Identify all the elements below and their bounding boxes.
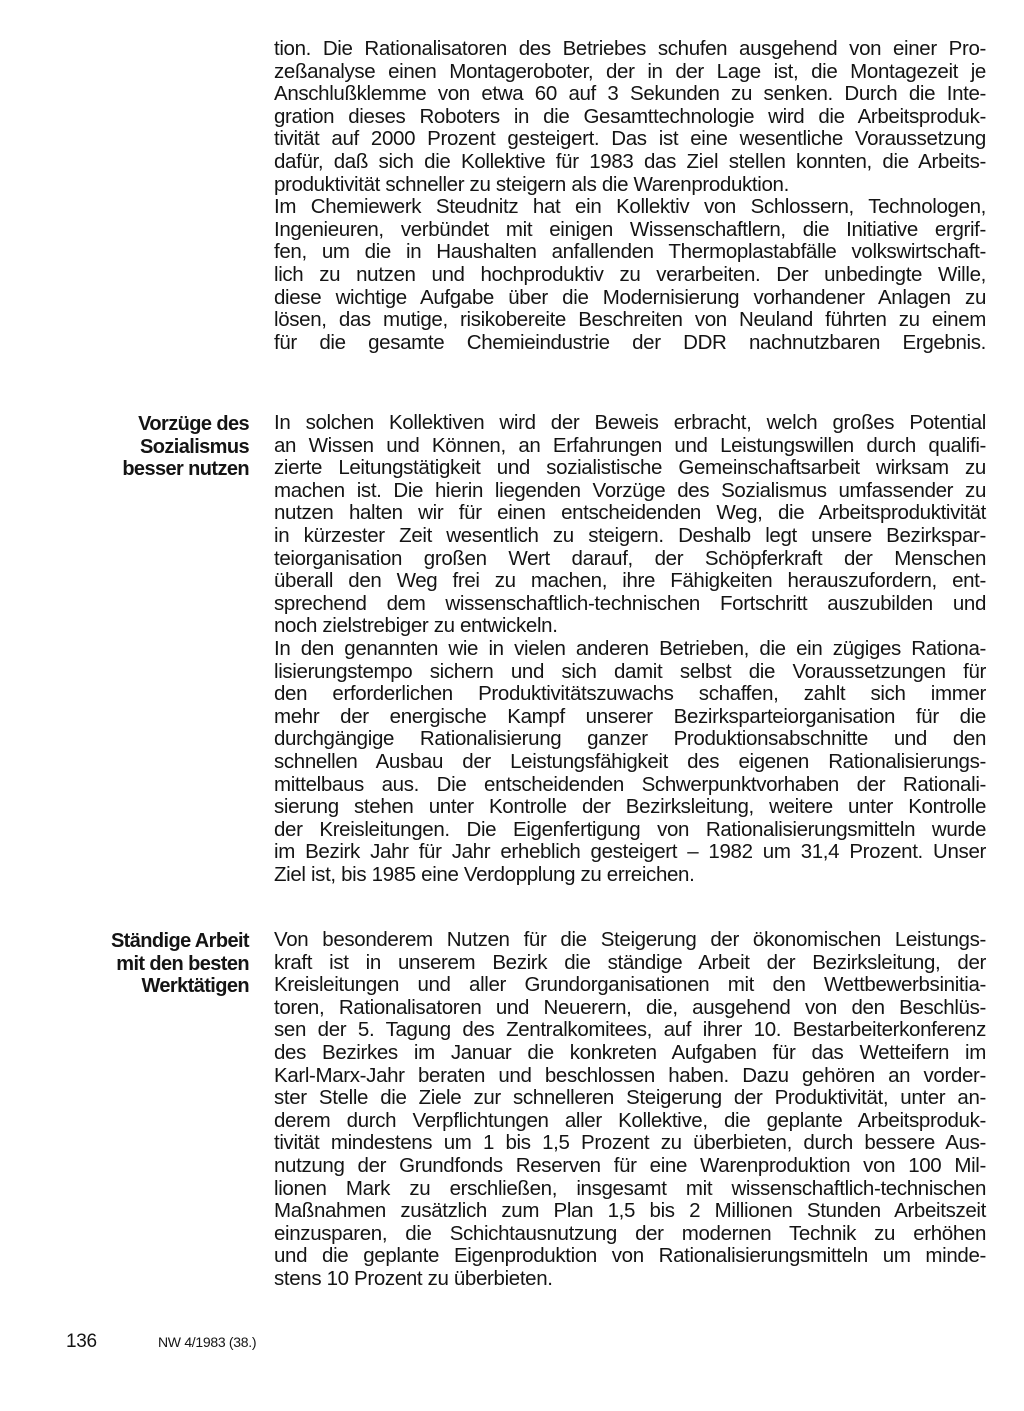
- text-line: dafür, daß sich die Kollektive für 1983 das Ziel stellen konnten, die Arbeits-: [274, 149, 986, 173]
- text-line: sprechend dem wissenschaftlich-technischen Fortschritt auszubilden und: [274, 591, 986, 615]
- text-line: diese wichtige Aufgabe über die Modernisierung vorhandener Anlagen zu: [274, 285, 986, 309]
- text-line: in kürzester Zeit wesentlich zu steigern. Deshalb legt unsere Bezirkspar-: [274, 523, 986, 547]
- text-line: Karl-Marx-Jahr beraten und beschlossen haben. Dazu gehören an vorder-: [274, 1063, 986, 1087]
- text-line: noch zielstrebiger zu entwickeln.: [274, 614, 558, 638]
- text-line: Von besonderem Nutzen für die Steigerung der ökonomischen Leistungs-: [274, 928, 986, 951]
- text-line: Anschlußklemme von etwa 60 auf 3 Sekunden zu senken. Durch die Inte-: [274, 82, 986, 106]
- text-line: sen der 5. Tagung des Zentralkomitees, auf ihrer 10. Bestarbeiterkonferenz: [274, 1018, 986, 1042]
- source-citation: NW 4/1983 (38.): [158, 1334, 257, 1350]
- text-line: schnellen Ausbau der Leistungsfähigkeit des eigenen Rationalisierungs-: [274, 749, 986, 773]
- margin-heading-line: Vorzüge des: [138, 413, 249, 435]
- text-line: produktivität schneller zu steigern als die Warenproduktion.: [274, 172, 789, 196]
- text-line: lionen Mark zu erschließen, insgesamt mit wissenschaftlich-technischen: [274, 1176, 986, 1200]
- margin-heading-line: Ständige Arbeit: [110, 930, 249, 952]
- margin-heading-line: Sozialismus: [140, 435, 249, 458]
- text-line: lisierungstempo sichern und sich damit selbst die Voraussetzungen für: [274, 659, 986, 683]
- text-line: tivität auf 2000 Prozent gesteigert. Das ist eine wesentliche Voraussetzung: [274, 127, 986, 151]
- text-line: zierte Leitungstätigkeit und sozialistische Gemeinschaftsarbeit wirksam zu: [274, 456, 986, 480]
- text-line: einzusparen, die Schichtausnutzung der modernen Technik zu erhöhen: [274, 1221, 986, 1245]
- margin-heading-line: Werktätigen: [141, 975, 249, 998]
- paragraph-block-1: [274, 38, 986, 354]
- text-line: teiorganisation großen Wert darauf, der Schöpferkraft der Menschen: [274, 546, 986, 570]
- text-line: machen ist. Die hierin liegenden Vorzüge des Sozialismus umfassender zu: [274, 478, 986, 502]
- text-line: der Kreisleitungen. Die Eigenfertigung von Rationalisierungsmitteln wurde: [274, 817, 986, 841]
- text-line: Maßnahmen zusätzlich zum Plan 1,5 bis 2 Millionen Stunden Arbeitszeit: [274, 1199, 986, 1223]
- text-line: gration dieses Roboters in die Gesamttechnologie wird die Arbeitsproduk-: [274, 104, 986, 128]
- text-line: und die geplante Eigenproduktion von Rationalisierungsmitteln um minde-: [274, 1244, 986, 1268]
- text-line: stens 10 Prozent zu überbieten.: [274, 1266, 553, 1290]
- margin-heading-vorzuege: [79, 413, 249, 481]
- text-line: Ingenieuren, verbündet mit einigen Wissenschaftlern, die Initiative ergrif-: [274, 217, 986, 241]
- page-number: 136: [66, 1331, 97, 1352]
- text-line: derem durch Verpflichtungen aller Kollektive, die geplante Arbeitsproduk-: [274, 1108, 986, 1132]
- text-line: durchgängige Rationalisierung ganzer Produktionsabschnitte und den: [274, 727, 986, 751]
- text-line: sierung stehen unter Kontrolle der Bezirksleitung, weitere unter Kontrolle: [274, 795, 986, 819]
- text-line: mittelbaus aus. Die entscheidenden Schwerpunktvorhaben der Rationali-: [274, 772, 986, 796]
- text-line: fen, um die in Haushalten anfallenden Thermoplastabfälle volkswirtschaft-: [274, 240, 986, 264]
- text-line: im Bezirk Jahr für Jahr erheblich gesteigert – 1982 um 31,4 Prozent. Unser: [274, 840, 986, 864]
- margin-heading-line: mit den besten: [116, 952, 249, 975]
- text-line: tion. Die Rationalisatoren des Betriebes schufen ausgehend von einer Pro-: [274, 37, 986, 60]
- text-line: des Bezirkes im Januar die konkreten Aufgaben für das Wetteifern im: [274, 1040, 986, 1064]
- text-line: den erforderlichen Produktivitätszuwachs schaffen, zahlt sich immer: [274, 682, 986, 706]
- text-line: überall den Weg frei zu machen, ihre Fähigkeiten herauszufordern, ent-: [274, 569, 986, 593]
- text-line: kraft ist in unserem Bezirk die ständige Arbeit der Bezirksleitung, der: [274, 950, 986, 974]
- text-line: Kreisleitungen und aller Grundorganisationen mit den Wettbewerbsinitia-: [274, 973, 986, 997]
- text-line: lich zu nutzen und hochproduktiv zu verarbeiten. Der unbedingte Wille,: [274, 262, 986, 286]
- text-line: Im Chemiewerk Steudnitz hat ein Kollektiv von Schlossern, Technologen,: [274, 195, 986, 219]
- text-line: nutzen halten wir für einen entscheidenden Weg, die Arbeitsproduktivität: [274, 501, 986, 525]
- text-line: lösen, das mutige, risikobereite Beschreiten von Neuland führten zu einem: [274, 308, 986, 332]
- margin-heading-staendige-arbeit: [79, 930, 249, 998]
- text-line: In solchen Kollektiven wird der Beweis erbracht, welch großes Potential: [274, 411, 986, 434]
- text-line: an Wissen und Können, an Erfahrungen und Leistungswillen durch qualifi-: [274, 433, 986, 457]
- text-line: In den genannten wie in vielen anderen Betrieben, die ein zügiges Rationa-: [274, 636, 986, 660]
- text-line: nutzung der Grundfonds Reserven für eine Warenproduktion von 100 Mil-: [274, 1153, 986, 1177]
- text-line: zeßanalyse einen Montageroboter, der in der Lage ist, die Montagezeit je: [274, 59, 986, 83]
- paragraph-block-3: [274, 929, 986, 1291]
- text-line: mehr der energische Kampf unserer Bezirksparteiorganisation für die: [274, 704, 986, 728]
- text-line: ster Stelle die Ziele zur schnelleren Steigerung der Produktivität, unter an-: [274, 1086, 986, 1110]
- margin-heading-line: besser nutzen: [122, 458, 249, 481]
- text-line: für die gesamte Chemieindustrie der DDR nachnutzbaren Ergebnis.: [274, 330, 986, 354]
- text-line: toren, Rationalisatoren und Neuerern, die, ausgehend von den Beschlüs-: [274, 995, 986, 1019]
- paragraph-block-2: [274, 412, 986, 886]
- text-line: tivität mindestens um 1 bis 1,5 Prozent zu überbieten, durch bessere Aus-: [274, 1131, 986, 1155]
- text-line: Ziel ist, bis 1985 eine Verdopplung zu erreichen.: [274, 862, 695, 886]
